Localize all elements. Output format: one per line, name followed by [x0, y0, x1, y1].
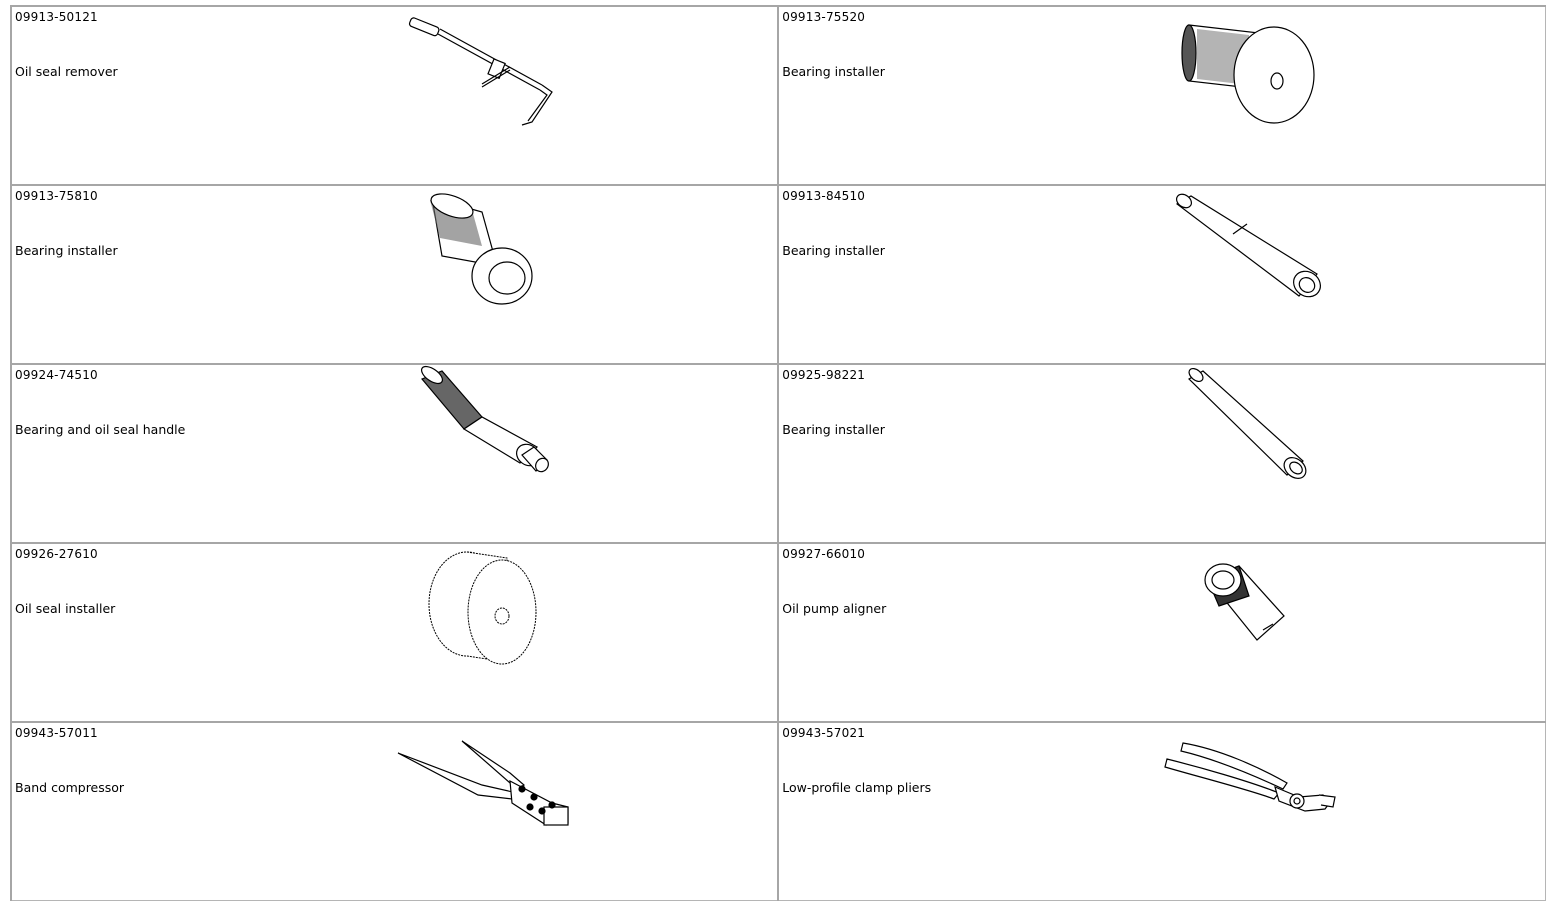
tool-cell — [778, 722, 1545, 901]
tool-cell — [11, 364, 778, 543]
bearing-installer-flanged-icon — [12, 186, 778, 367]
tool-name: Oil seal remover — [15, 64, 118, 79]
bearing-installer-tube-icon — [779, 365, 1545, 546]
table-row — [11, 543, 1546, 722]
part-number: 09925-98221 — [782, 368, 866, 382]
part-number: 09913-84510 — [782, 189, 866, 203]
bearing-installer-disc-icon — [779, 7, 1545, 188]
oil-seal-installer-icon — [12, 544, 778, 725]
tool-cell — [11, 185, 778, 364]
tool-name: Bearing installer — [15, 243, 118, 258]
part-number: 09943-57011 — [15, 726, 98, 740]
part-number: 09926-27610 — [15, 547, 98, 561]
tool-cell — [778, 364, 1545, 543]
part-number: 09924-74510 — [15, 368, 98, 382]
table-row — [11, 364, 1546, 543]
tool-cell — [778, 543, 1545, 722]
part-number: 09943-57021 — [782, 726, 866, 740]
bearing-oil-seal-handle-icon — [12, 365, 778, 546]
oil-pump-aligner-icon — [779, 544, 1545, 725]
tool-name: Bearing installer — [782, 422, 885, 437]
table-row — [11, 722, 1546, 901]
oil-seal-remover-icon — [12, 7, 778, 188]
part-number: 09927-66010 — [782, 547, 866, 561]
tool-name: Bearing installer — [782, 64, 885, 79]
tool-name: Band compressor — [15, 780, 125, 795]
tool-name: Bearing and oil seal handle — [15, 422, 186, 437]
table-row — [11, 6, 1546, 185]
part-number: 09913-75810 — [15, 189, 98, 203]
bearing-installer-long-tube-icon — [779, 186, 1545, 367]
tool-name: Oil seal installer — [15, 601, 116, 616]
part-number: 09913-50121 — [15, 10, 98, 24]
tool-name: Low-profile clamp pliers — [782, 780, 932, 795]
tool-cell — [778, 185, 1545, 364]
tool-cell — [11, 722, 778, 901]
band-compressor-icon — [12, 723, 778, 904]
special-tools-table — [10, 5, 1546, 901]
part-number: 09913-75520 — [782, 10, 866, 24]
tool-cell — [778, 6, 1545, 185]
clamp-pliers-icon — [779, 723, 1545, 904]
tool-name: Oil pump aligner — [782, 601, 887, 616]
tool-cell — [11, 543, 778, 722]
table-row — [11, 185, 1546, 364]
tool-cell — [11, 6, 778, 185]
tool-name: Bearing installer — [782, 243, 885, 258]
